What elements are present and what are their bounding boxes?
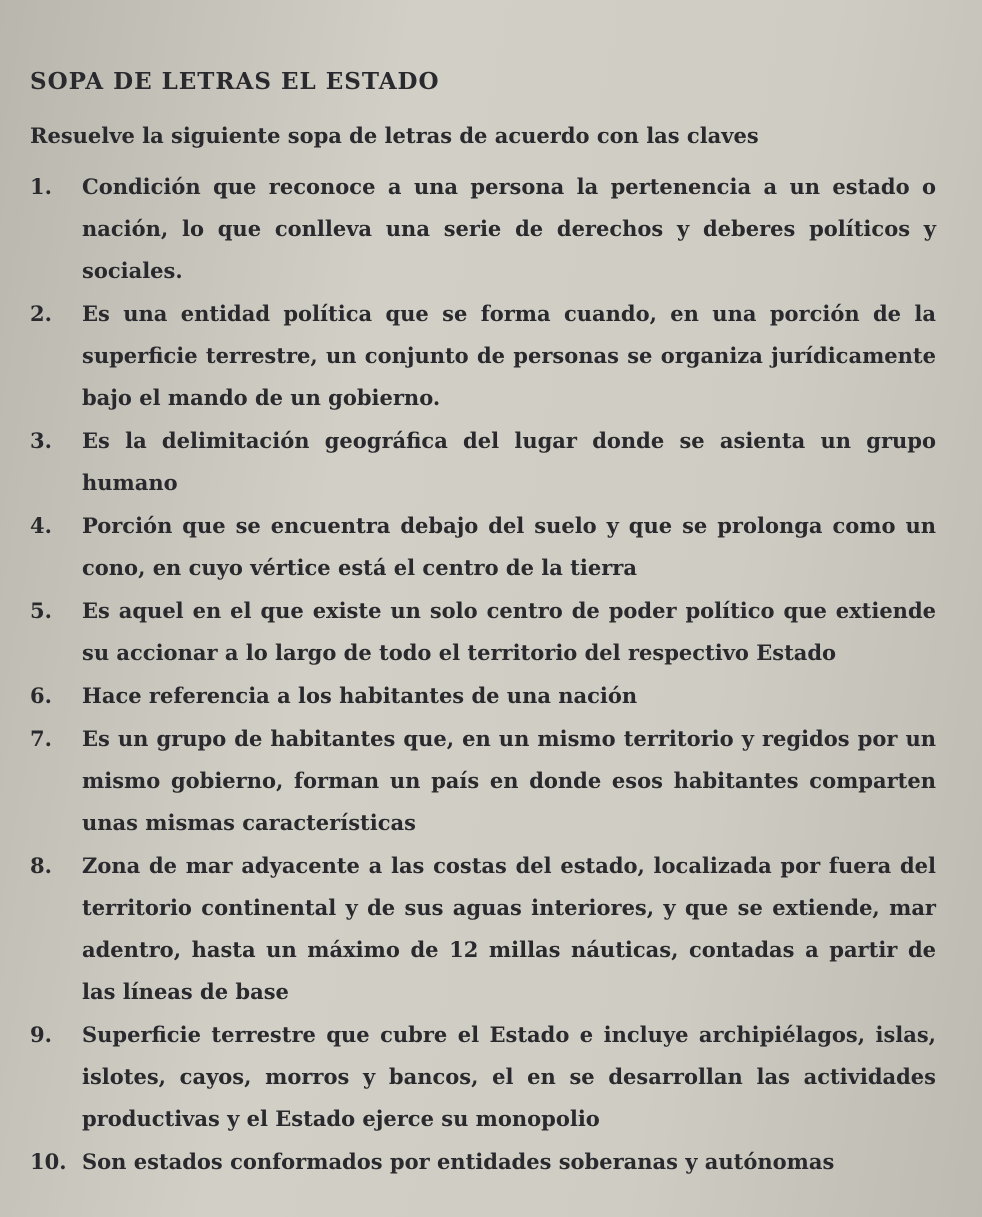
clue-number: 2. — [30, 301, 52, 326]
clue-item — [30, 420, 936, 504]
clue-item — [30, 166, 936, 292]
clue-item — [30, 675, 936, 717]
clue-item — [30, 293, 936, 419]
clue-number: 3. — [30, 428, 52, 453]
clue-text: Son estados conformados por entidades soberanas y autónomas — [82, 1149, 835, 1174]
clue-text: Es aquel en el que existe un solo centro de poder político que extiende su accionar a lo largo de todo el territorio del respectivo Estado — [82, 598, 936, 665]
clue-text: Zona de mar adyacente a las costas del estado, localizada por fuera del territorio continental y de sus aguas interiores, y que se extiende, mar adentro, hasta un máximo de 12 millas náuticas, contadas a partir de las líneas de base — [82, 853, 936, 1004]
clue-item — [30, 718, 936, 844]
clue-item — [30, 1141, 936, 1183]
clue-item — [30, 1014, 936, 1140]
clue-text: Es un grupo de habitantes que, en un mismo territorio y regidos por un mismo gobierno, forman un país en donde esos habitantes comparten unas mismas características — [82, 726, 936, 835]
clue-item — [30, 590, 936, 674]
clue-text: Es la delimitación geográfica del lugar donde se asienta un grupo humano — [82, 428, 936, 495]
clue-number: 8. — [30, 853, 52, 878]
clue-item — [30, 505, 936, 589]
clue-number: 1. — [30, 174, 52, 199]
instructions: Resuelve la siguiente sopa de letras de acuerdo con las claves — [30, 123, 759, 148]
clue-text: Porción que se encuentra debajo del suelo y que se prolonga como un cono, en cuyo vértice está el centro de la tierra — [82, 513, 936, 580]
clue-text: Es una entidad política que se forma cuando, en una porción de la superficie terrestre, un conjunto de personas se organiza jurídicamente bajo el mando de un gobierno. — [82, 301, 936, 410]
clue-number: 6. — [30, 683, 52, 708]
clue-text: Superficie terrestre que cubre el Estado e incluye archipiélagos, islas, islotes, cayos, morros y bancos, el en se desarrollan las actividades productivas y el Estado ejerce su monopolio — [82, 1022, 936, 1131]
clue-number: 9. — [30, 1022, 52, 1047]
clue-number: 5. — [30, 598, 52, 623]
clue-text: Condición que reconoce a una persona la pertenencia a un estado o nación, lo que conlleva una serie de derechos y deberes políticos y sociales. — [82, 174, 936, 283]
clue-text: Hace referencia a los habitantes de una nación — [82, 683, 638, 708]
clue-number: 7. — [30, 726, 52, 751]
page-title: SOPA DE LETRAS EL ESTADO — [30, 68, 440, 95]
clue-number: 4. — [30, 513, 52, 538]
clue-number: 10. — [30, 1149, 67, 1174]
clue-item — [30, 845, 936, 1013]
